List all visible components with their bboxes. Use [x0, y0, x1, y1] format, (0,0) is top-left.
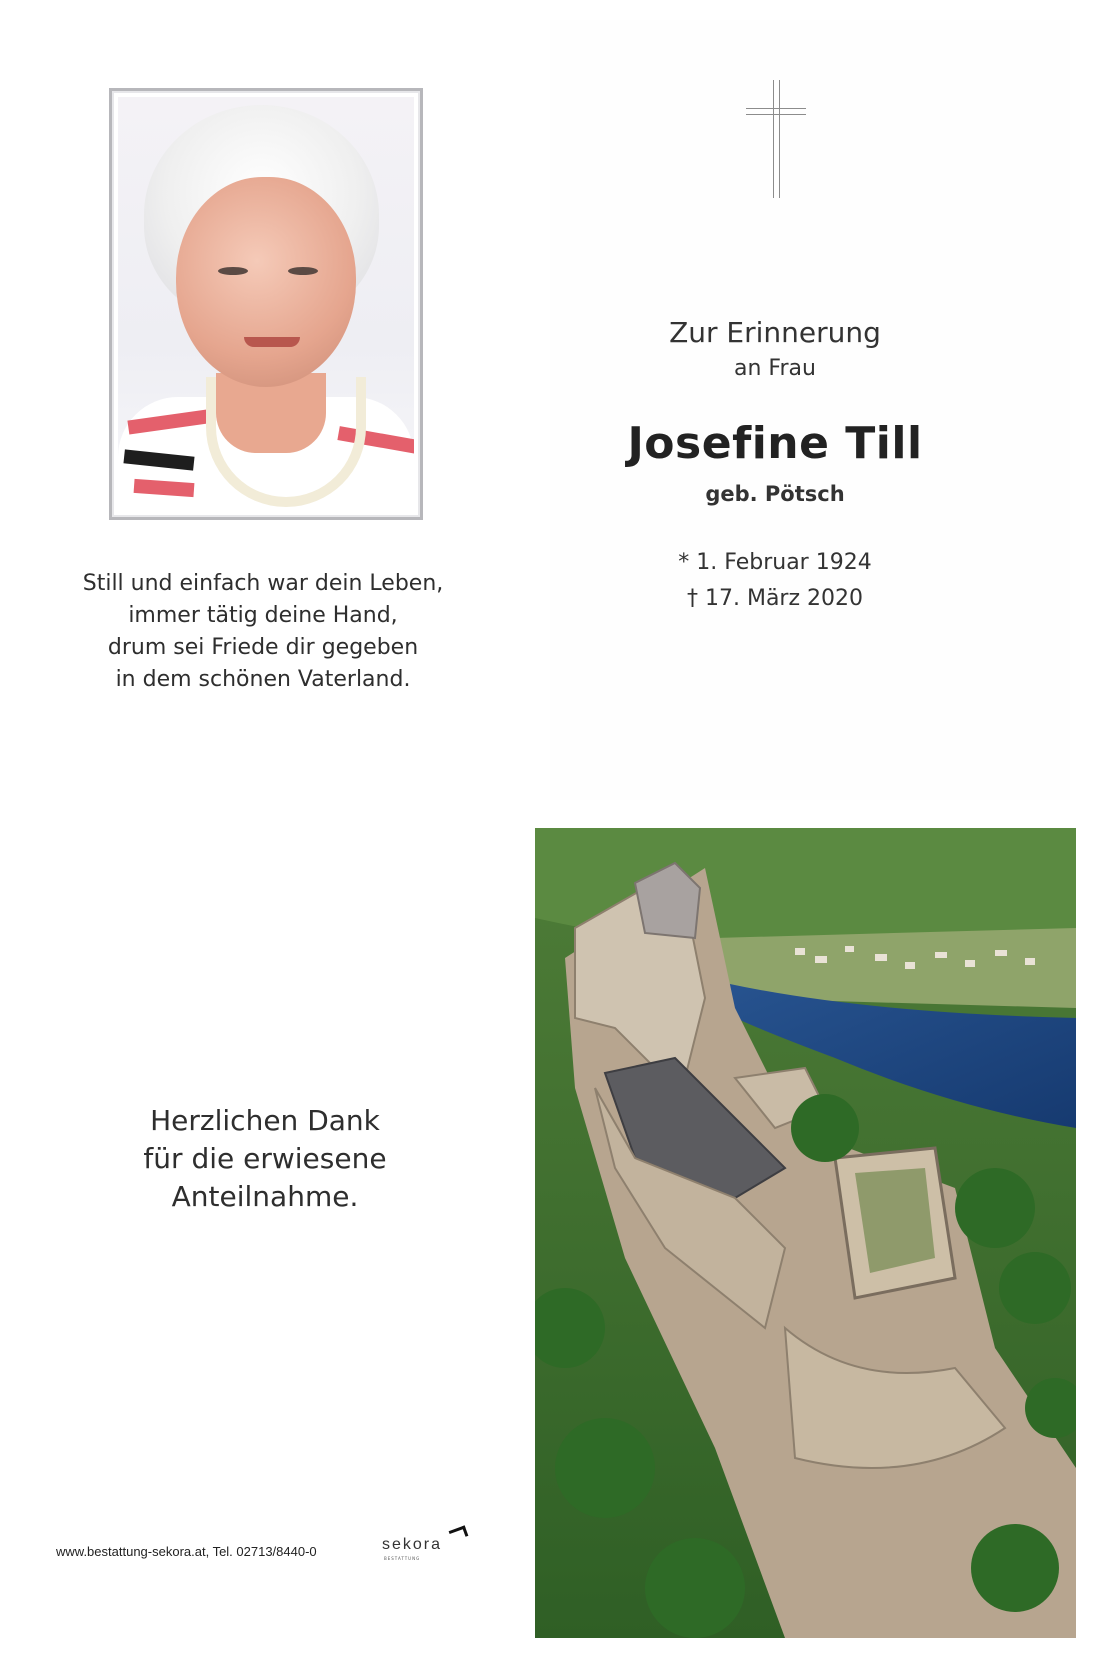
birth-date: * 1. Februar 1924	[678, 550, 872, 575]
funeral-home-logo: sekora	[382, 1536, 443, 1553]
deceased-name: Josefine Till	[627, 418, 923, 469]
portrait-panel	[30, 20, 550, 800]
memorial-subheading: an Frau	[734, 356, 816, 381]
poem-line: drum sei Friede dir gegeben	[107, 635, 419, 660]
thanks-line: Herzlichen Dank	[150, 1104, 380, 1137]
thanks-line: Anteilnahme.	[171, 1180, 359, 1213]
poem-line: immer tätig deine Hand,	[128, 603, 398, 628]
portrait-photo	[118, 97, 414, 511]
thanks-panel	[30, 820, 530, 1640]
castle-illustration	[535, 828, 1076, 1638]
cross-icon	[746, 80, 806, 200]
death-date: † 17. März 2020	[686, 586, 863, 611]
poem-line: Still und einfach war dein Leben,	[82, 571, 444, 596]
memorial-heading: Zur Erinnerung	[669, 316, 881, 349]
poem-line: in dem schönen Vaterland.	[115, 667, 411, 692]
logo-subtitle: BESTATTUNG	[384, 1556, 421, 1561]
thanks-text	[30, 1102, 500, 1216]
portrait-frame	[109, 88, 423, 520]
poem	[30, 568, 496, 696]
bird-icon	[449, 1525, 469, 1541]
memorial-panel	[550, 20, 1070, 800]
maiden-name: geb. Pötsch	[705, 482, 845, 506]
castle-ruin-photo	[535, 828, 1076, 1638]
thanks-line: für die erwiesene	[143, 1142, 387, 1175]
funeral-home-contact: www.bestattung-sekora.at, Tel. 02713/8440-0	[56, 1544, 317, 1559]
